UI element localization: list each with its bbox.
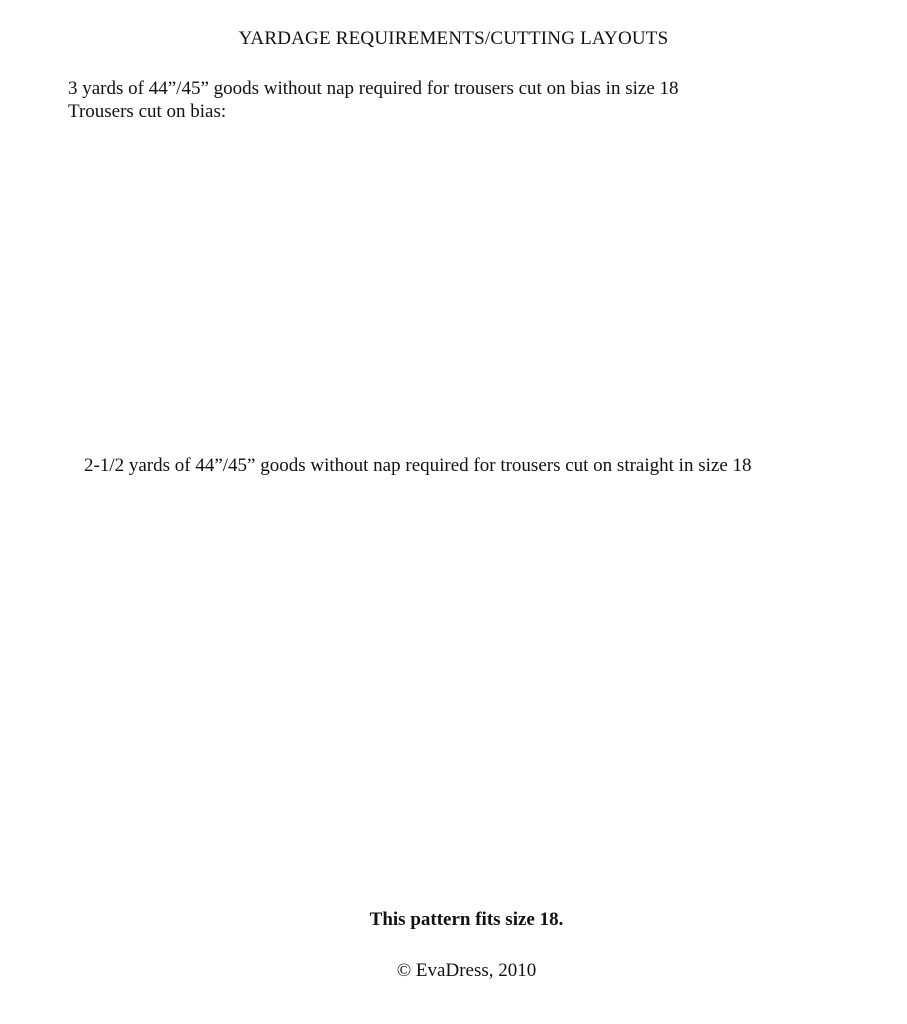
bias-yardage-text: 3 yards of 44”/45” goods without nap required for trousers cut on bias in size 18 <box>68 78 679 99</box>
bias-layout-label: Trousers cut on bias: <box>68 101 227 122</box>
copyright-notice: © EvaDress, 2010 <box>396 960 537 981</box>
straight-yardage-text: 2-1/2 yards of 44”/45” goods without nap required for trousers cut on straight in size 18 <box>84 455 752 476</box>
page-title: YARDAGE REQUIREMENTS/CUTTING LAYOUTS <box>238 28 669 49</box>
bias-section <box>68 77 679 123</box>
size-fit-note: This pattern fits size 18. <box>369 909 564 930</box>
